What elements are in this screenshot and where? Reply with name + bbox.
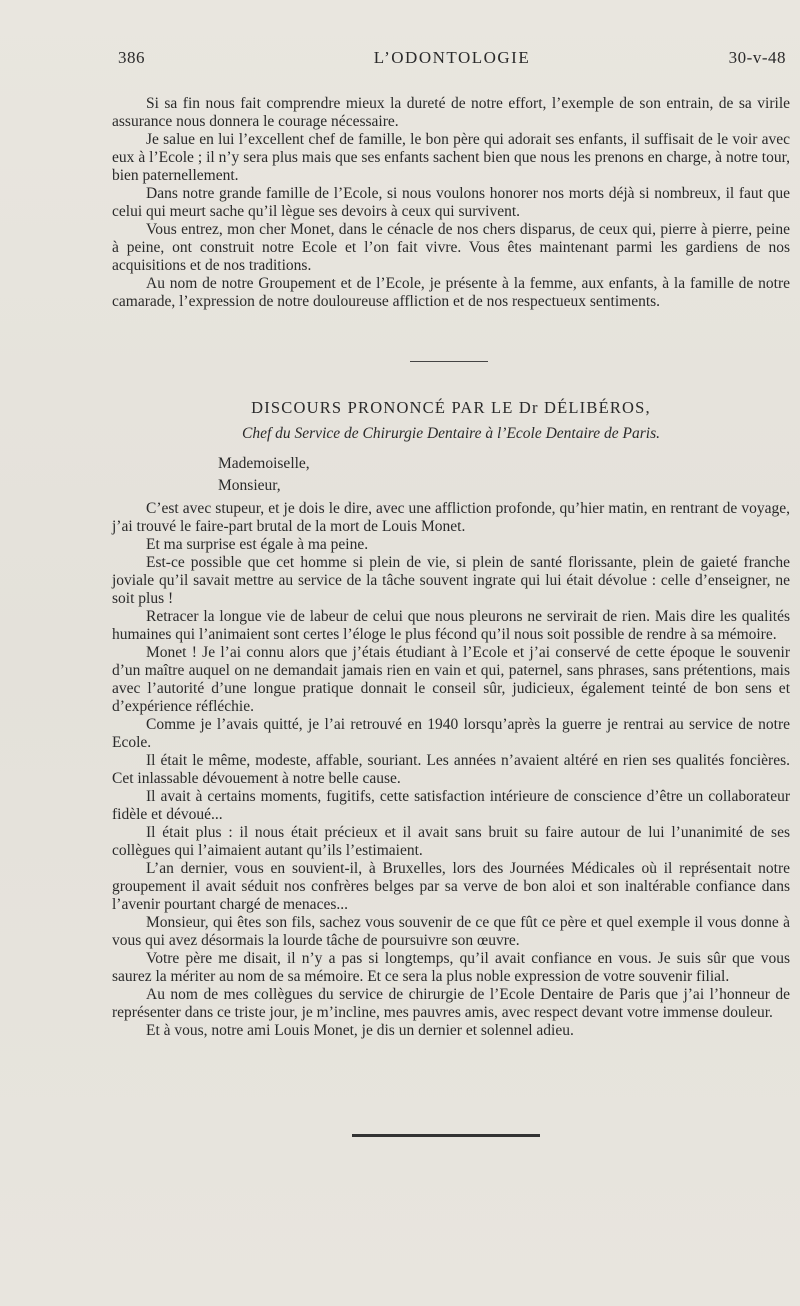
paragraph: C’est avec stupeur, et je dois le dire, avec une affliction profonde, qu’hier matin, en rentrant de voyage, j’ai trouvé le faire-part brutal de la mort de Louis Monet. <box>112 500 790 535</box>
page-header <box>118 48 786 74</box>
paragraph: Il était le même, modeste, affable, souriant. Les années n’avaient altéré en rien ses qualités foncières. Cet inlassable dévouement à notre belle cause. <box>112 752 790 787</box>
paragraph: Monet ! Je l’ai connu alors que j’étais étudiant à l’Ecole et j’ai conservé de cette époque le souvenir d’un maître auquel on ne demandait jamais rien en vain et qui, paternel, sans phrases, sans prétentions, mais avec l’autorité d’une longue pratique donnait le conseil sûr, judicieux, également teinté de bon sens et d’expérience réfléchie. <box>112 644 790 715</box>
paragraph: Vous entrez, mon cher Monet, dans le cénacle de nos chers disparus, de ceux qui, pierre à pierre, peine à peine, ont construit notre Ecole et l’on fait vivre. Vous êtes maintenant parmi les gardiens de nos acquisitions et de nos traditions. <box>112 221 790 274</box>
speech-title: DISCOURS PRONONCÉ PAR LE Dr DÉLIBÉROS, <box>251 398 651 417</box>
paragraph: Et à vous, notre ami Louis Monet, je dis un dernier et solennel adieu. <box>146 1022 574 1039</box>
speech-body <box>112 500 790 1040</box>
page-number: 386 <box>118 48 145 67</box>
paragraph: Monsieur, qui êtes son fils, sachez vous souvenir de ce que fût ce père et quel exemple il vous donne à vous qui avez désormais la lourde tâche de poursuivre son œuvre. <box>112 914 790 949</box>
paragraph: Au nom de notre Groupement et de l’Ecole, je présente à la femme, aux enfants, à la famille de notre camarade, l’expression de notre douloureuse affliction et de nos respectueux sentiments. <box>112 275 790 310</box>
paragraph: Est-ce possible que cet homme si plein de vie, si plein de santé florissante, plein de gaieté franche joviale qu’il savait mettre au service de la tâche souvent ingrate qui lui était dévolue : celle d’enseigner, ne soit plus ! <box>112 554 790 607</box>
speech-subtitle: Chef du Service de Chirurgie Dentaire à l’Ecole Dentaire de Paris. <box>242 425 660 442</box>
paragraph: Au nom de mes collègues du service de chirurgie de l’Ecole Dentaire de Paris que j’ai l’honneur de représenter dans ce triste jour, je m’incline, mes pauvres amis, avec respect devant votre immense douleur. <box>112 986 790 1021</box>
paragraph: Et ma surprise est égale à ma peine. <box>146 536 369 553</box>
eulogy-conclusion <box>112 95 790 311</box>
paragraph: Comme je l’avais quitté, je l’ai retrouvé en 1940 lorsqu’après la guerre je rentrai au service de notre Ecole. <box>112 716 790 751</box>
paragraph: Votre père me disait, il n’y a pas si longtemps, qu’il avait confiance en vous. Je suis sûr que vous saurez la mériter au nom de sa mémoire. Et ce sera la plus noble expression de votre souvenir filial. <box>112 950 790 985</box>
issue-date: 30-v-48 <box>728 48 786 67</box>
journal-title: L’ODONTOLOGIE <box>373 48 531 67</box>
paragraph: Je salue en lui l’excellent chef de famille, le bon père qui adorait ses enfants, il suffisait de le voir avec eux à l’Ecole ; il n’y sera plus mais que ses enfants sachent bien que nous les prenons en charge, à notre tour, bien paternellement. <box>112 131 790 184</box>
salutation-mademoiselle: Mademoiselle, <box>218 455 310 472</box>
paragraph: Dans notre grande famille de l’Ecole, si nous voulons honorer nos morts déjà si nombreux, il faut que celui qui meurt sache qu’il lègue ses devoirs à ceux qui survivent. <box>112 185 790 220</box>
paragraph: Il était plus : il nous était précieux et il avait sans bruit su faire autour de lui l’unanimité de ses collègues qui l’aimaient autant qu’ils l’estimaient. <box>112 824 790 859</box>
section-divider <box>410 361 488 362</box>
paragraph: L’an dernier, vous en souvient-il, à Bruxelles, lors des Journées Médicales où il représentait notre groupement il avait séduit nos confrères belges par sa verve de bon aloi et son inaltérable confiance dans l’avenir pourtant chargé de menaces... <box>112 860 790 913</box>
salutation-monsieur: Monsieur, <box>218 477 281 494</box>
paragraph: Retracer la longue vie de labeur de celui que nous pleurons ne servirait de rien. Mais dire les qualités humaines qui l’animaient sont certes l’éloge le plus fécond qu’il nous soit possible de rendre à sa mémoire. <box>112 608 790 643</box>
paragraph: Il avait à certains moments, fugitifs, cette satisfaction intérieure de conscience d’être un collaborateur fidèle et dévoué... <box>112 788 790 823</box>
end-rule <box>352 1134 540 1137</box>
paragraph: Si sa fin nous fait comprendre mieux la dureté de notre effort, l’exemple de son entrain, de sa virile assurance nous donnera le courage nécessaire. <box>112 95 790 130</box>
